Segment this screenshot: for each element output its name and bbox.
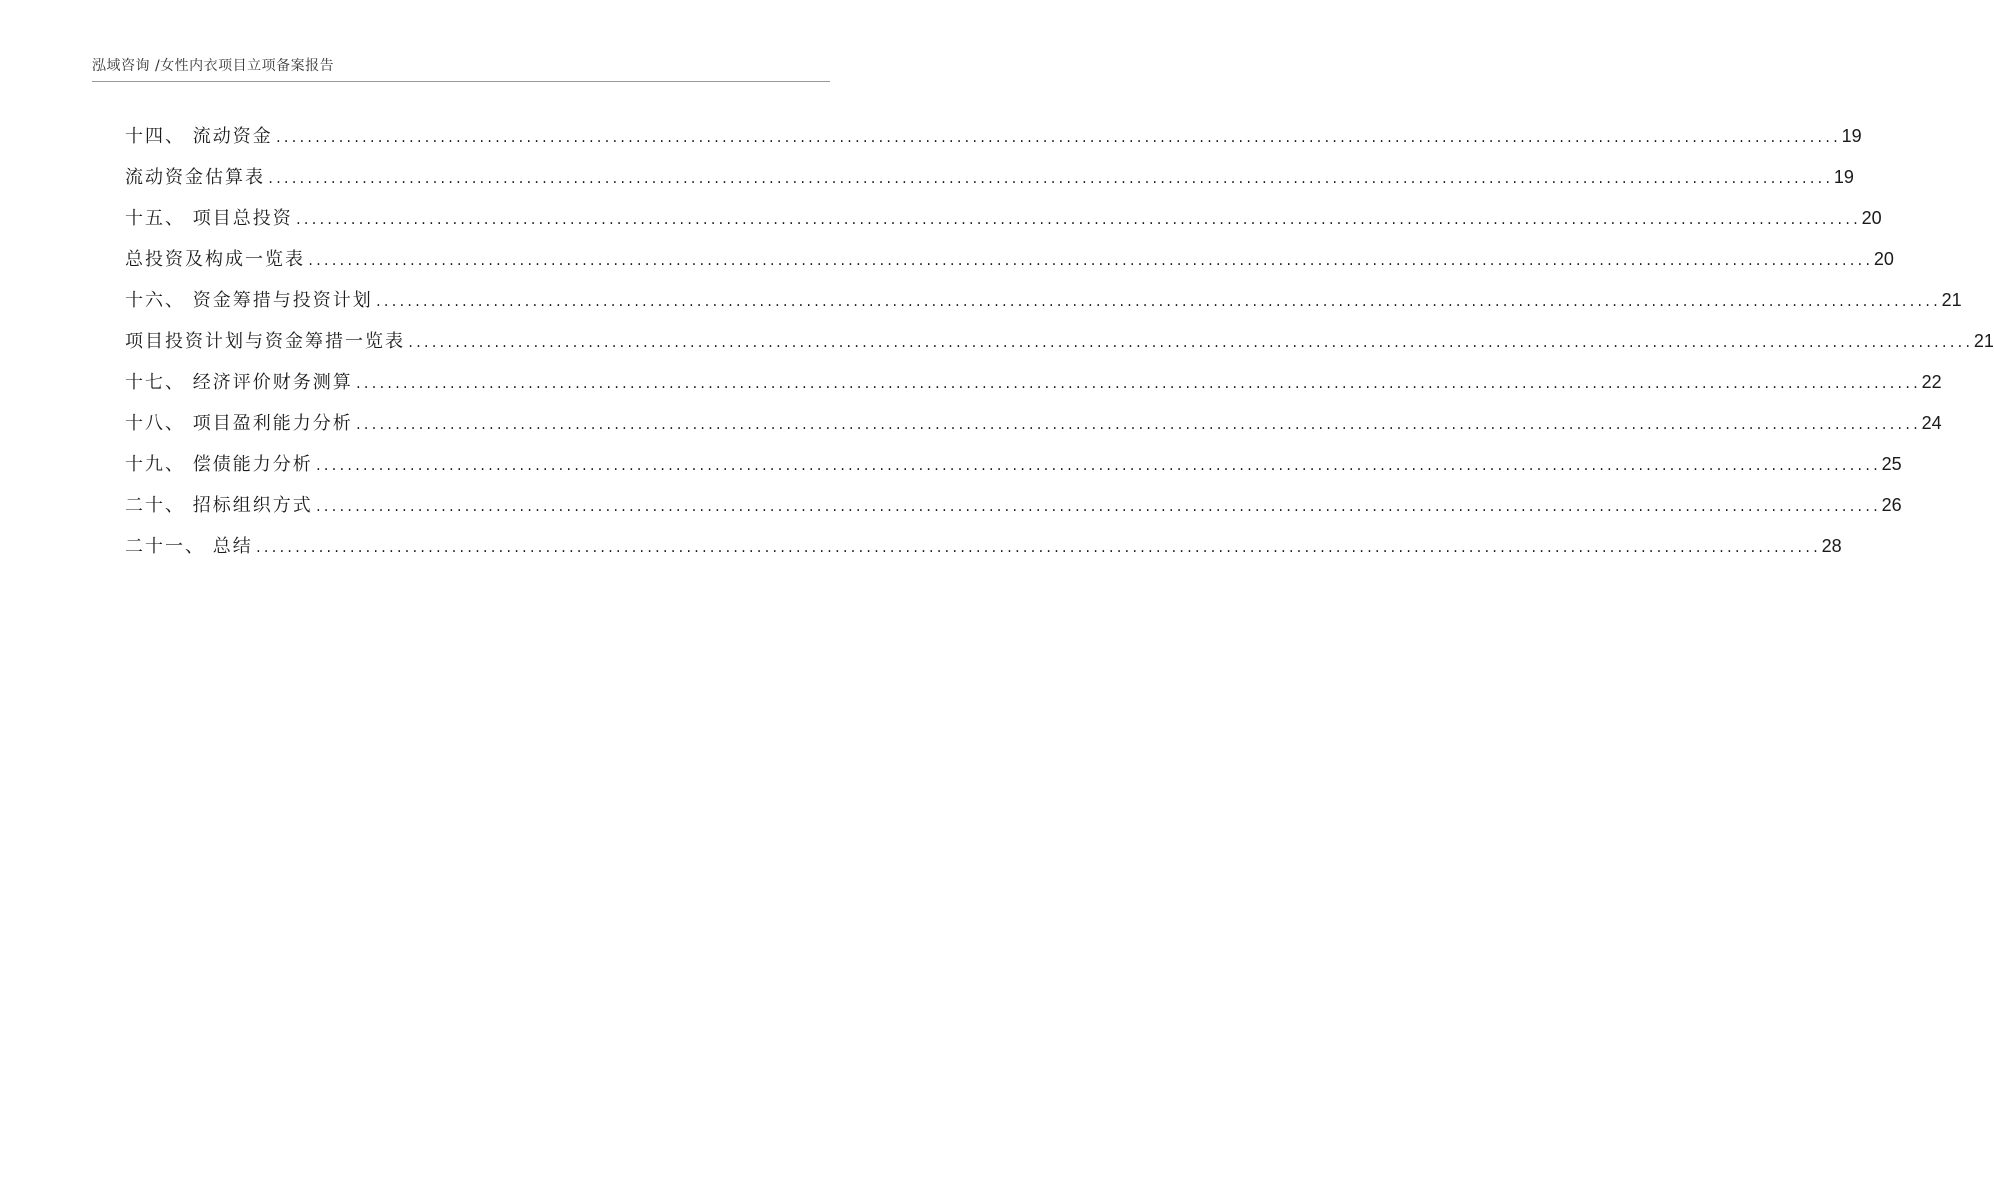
toc-entry-page: 19 [1833,167,1854,187]
toc-entry-page: 22 [1921,372,1942,392]
table-of-contents [125,121,1994,572]
page-header [92,53,830,82]
toc-entry[interactable] [125,244,1894,285]
toc-entry-title: 十五、 项目总投资 [125,208,293,229]
toc-dot-leader: ........................................................................................................................................................................................................ [314,459,1880,473]
toc-entry-title: 项目投资计划与资金筹措一览表 [125,331,405,352]
toc-entry-title: 流动资金估算表 [125,167,265,188]
toc-entry-page: 20 [1861,208,1882,228]
toc-dot-leader: ........................................................................................................................................................................................................ [274,131,1840,145]
toc-entry-title: 十六、 资金筹措与投资计划 [125,290,373,311]
header-title: 泓域咨询 /女性内衣项目立项备案报告 [92,58,335,74]
toc-entry-page: 26 [1881,495,1902,515]
toc-entry-page: 20 [1873,249,1894,269]
toc-entry-page: 25 [1881,454,1902,474]
toc-entry[interactable] [125,121,1862,162]
toc-entry-title: 十七、 经济评价财务测算 [125,372,353,393]
toc-dot-leader: ........................................................................................................................................................................................................ [354,418,1920,432]
toc-entry-page: 28 [1821,536,1842,556]
toc-dot-leader: ........................................................................................................................................................................................................ [294,213,1860,227]
toc-entry-title: 十四、 流动资金 [125,126,273,147]
toc-entry[interactable] [125,326,1994,367]
toc-entry-title: 总投资及构成一览表 [125,249,305,270]
toc-entry-page: 21 [1973,331,1994,351]
toc-entry[interactable] [125,490,1902,531]
toc-dot-leader: ........................................................................................................................................................................................................ [407,336,1972,350]
toc-entry-title: 二十、 招标组织方式 [125,495,313,516]
toc-entry[interactable] [125,531,1842,572]
toc-entry-page: 19 [1841,126,1862,146]
toc-entry-page: 24 [1921,413,1942,433]
toc-entry-title: 二十一、 总结 [125,536,253,557]
toc-dot-leader: ........................................................................................................................................................................................................ [267,172,1832,186]
toc-dot-leader: ........................................................................................................................................................................................................ [374,295,1940,309]
toc-entry-title: 十九、 偿债能力分析 [125,454,313,475]
toc-entry[interactable] [125,203,1882,244]
toc-entry-page: 21 [1941,290,1962,310]
toc-dot-leader: ........................................................................................................................................................................................................ [254,541,1820,555]
toc-entry[interactable] [125,367,1942,408]
toc-dot-leader: ........................................................................................................................................................................................................ [314,500,1880,514]
toc-entry[interactable] [125,162,1854,203]
toc-entry[interactable] [125,285,1962,326]
toc-entry-title: 十八、 项目盈利能力分析 [125,413,353,434]
toc-entry[interactable] [125,408,1942,449]
toc-entry[interactable] [125,449,1902,490]
toc-dot-leader: ........................................................................................................................................................................................................ [307,254,1872,268]
toc-dot-leader: ........................................................................................................................................................................................................ [354,377,1920,391]
